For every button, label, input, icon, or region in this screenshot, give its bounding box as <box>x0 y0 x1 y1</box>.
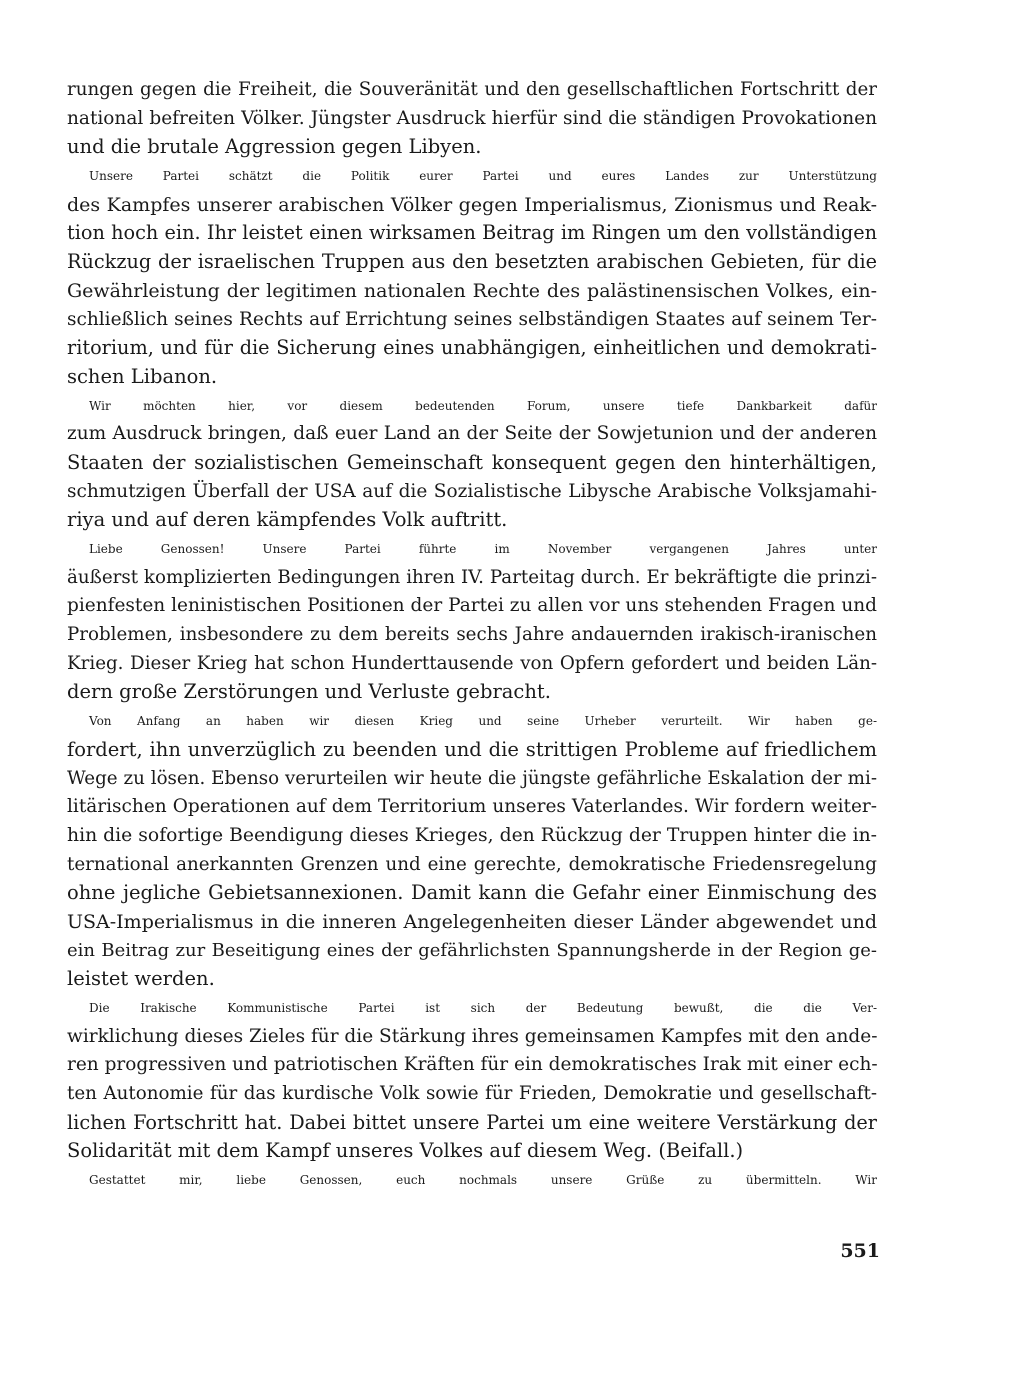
text-line: und die brutale Aggression gegen Libyen. <box>67 135 482 159</box>
text-line: wirklichung dieses Zieles für die Stärkung ihres gemeinsamen Kampfes mit den ande- <box>67 1025 878 1047</box>
text-line: Rückzug der israelischen Truppen aus den besetzten arabischen Gebieten, für die <box>67 250 877 274</box>
text-line: ein Beitrag zur Beseitigung eines der gefährlichsten Spannungsherde in der Region ge- <box>67 939 877 961</box>
text-line: äußerst komplizierten Bedingungen ihren IV. Parteitag durch. Er bekräftigte die prinzi- <box>67 566 877 588</box>
text-line: ohne jegliche Gebietsannexionen. Damit kann die Gefahr einer Einmischung des <box>67 881 877 905</box>
body-text <box>67 76 877 1195</box>
text-line: Gewährleistung der legitimen nationalen Rechte des palästinensischen Volkes, ein- <box>67 279 877 302</box>
text-line: Problemen, insbesondere zu dem bereits sechs Jahre andauernden irakisch-iranischen <box>67 624 877 646</box>
text-line: Wege zu lösen. Ebenso verurteilen wir heute die jüngste gefährliche Eskalation der mi- <box>67 767 877 789</box>
text-line: Von Anfang an haben wir diesen Krieg und seine Urheber verurteilt. Wir haben ge- <box>89 714 877 729</box>
text-line: USA-Imperialismus in die inneren Angelegenheiten dieser Länder abgewendet und <box>67 910 877 933</box>
text-line: rungen gegen die Freiheit, die Souveränität und den gesellschaftlichen Fortschritt der <box>67 79 877 100</box>
text-line: schen Libanon. <box>67 364 218 388</box>
text-line: ritorium, und für die Sicherung eines unabhängigen, einheitlichen und demokrati- <box>67 336 877 360</box>
text-line: ten Autonomie für das kurdische Volk sowie für Frieden, Demokratie und gesellschaft- <box>67 1083 877 1105</box>
text-line: ren progressiven und patriotischen Kräften für ein demokratisches Irak mit einer ech- <box>67 1054 878 1076</box>
text-line: riya und auf deren kämpfendes Volk auftritt. <box>67 508 508 532</box>
text-line: lichen Fortschritt hat. Dabei bittet unsere Partei um eine weitere Verstärkung der <box>67 1110 877 1134</box>
text-line: Gestattet mir, liebe Genossen, euch nochmals unsere Grüße zu übermitteln. Wir <box>89 1173 877 1188</box>
text-line: des Kampfes unserer arabischen Völker gegen Imperialismus, Zionismus und Reak- <box>67 193 877 216</box>
text-line: national befreiten Völker. Jüngster Ausdruck hierfür sind die ständigen Provokationen <box>67 107 877 129</box>
text-line: Krieg. Dieser Krieg hat schon Hunderttausende von Opfern gefordert und beiden Län- <box>67 652 877 674</box>
text-line: Die Irakische Kommunistische Partei ist sich der Bedeutung bewußt, die die Ver- <box>89 1001 877 1015</box>
text-line: Wir möchten hier, vor diesem bedeutenden Forum, unsere tiefe Dankbarkeit dafür <box>89 398 877 413</box>
text-line: dern große Zerstörungen und Verluste gebracht. <box>67 680 551 704</box>
text-line: Staaten der sozialistischen Gemeinschaft konsequent gegen den hinterhältigen, <box>67 450 877 474</box>
text-line: hin die sofortige Beendigung dieses Krieges, den Rückzug der Truppen hinter die in- <box>67 824 877 846</box>
text-line: Unsere Partei schätzt die Politik eurer Partei und eures Landes zur Unterstützung <box>89 169 877 184</box>
text-line: leistet werden. <box>67 967 215 991</box>
text-line: zum Ausdruck bringen, daß euer Land an der Seite der Sowjetunion und der anderen <box>67 423 877 445</box>
text-line: Liebe Genossen! Unsere Partei führte im November vergangenen Jahres unter <box>89 542 877 556</box>
text-line: schmutzigen Überfall der USA auf die Sozialistische Libysche Arabische Volksjamahi- <box>67 480 877 502</box>
page-number: 551 <box>840 1240 880 1262</box>
text-line: fordert, ihn unverzüglich zu beenden und die strittigen Probleme auf friedlichem <box>67 737 877 761</box>
text-line: schließlich seines Rechts auf Errichtung seines selbständigen Staates auf seinem Ter- <box>67 308 877 330</box>
text-line: litärischen Operationen auf dem Territorium unseres Vaterlandes. Wir fordern weiter- <box>67 796 877 818</box>
text-line: Solidarität mit dem Kampf unseres Volkes auf diesem Weg. (Beifall.) <box>67 1139 744 1163</box>
text-line: ternational anerkannten Grenzen und eine gerechte, demokratische Friedensregelung <box>67 853 877 875</box>
text-line: tion hoch ein. Ihr leistet einen wirksamen Beitrag im Ringen um den vollständigen <box>67 221 877 245</box>
text-line: pienfesten leninistischen Positionen der Partei zu allen vor uns stehenden Fragen und <box>67 595 877 617</box>
